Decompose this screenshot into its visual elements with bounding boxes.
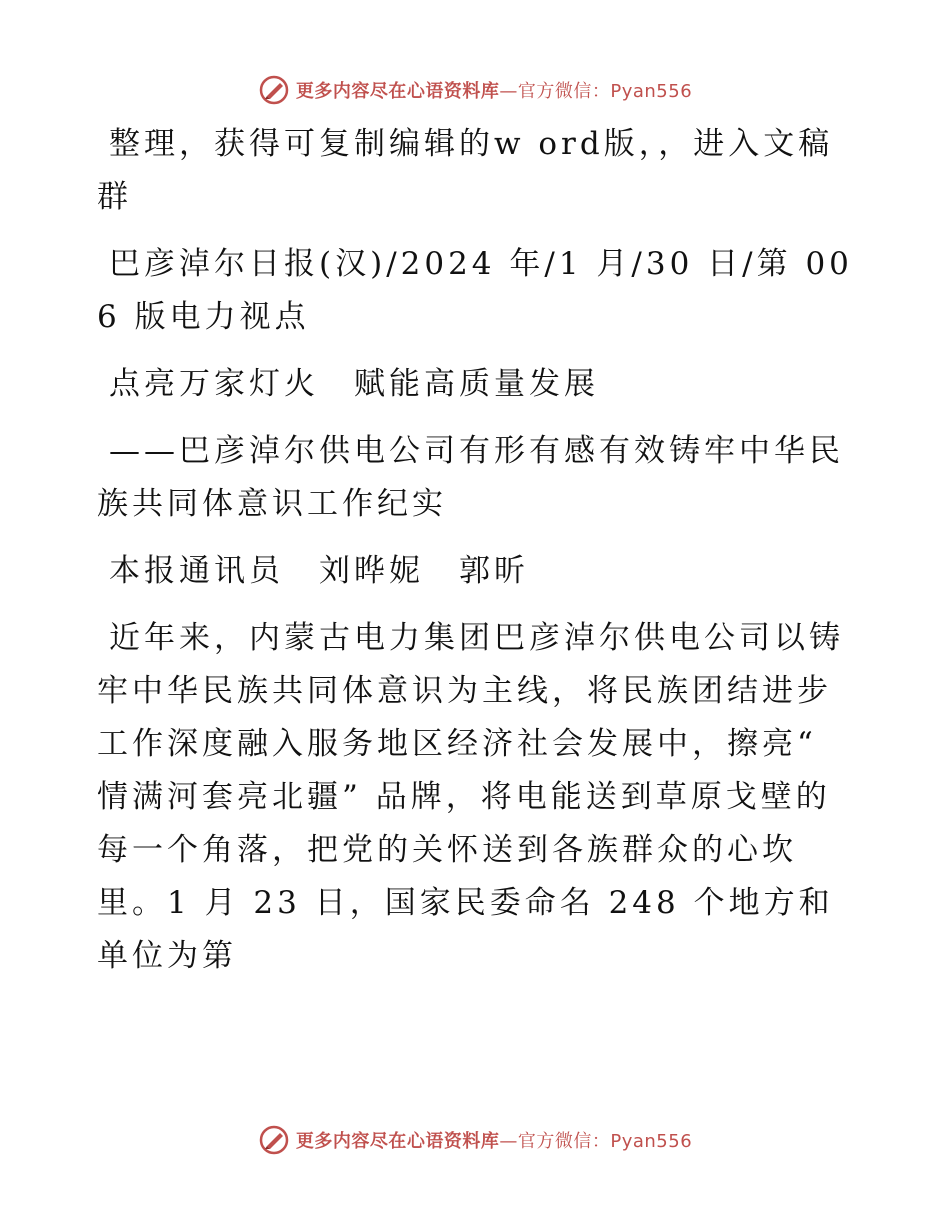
footer-watermark	[0, 1120, 950, 1160]
article-byline: 本报通讯员 刘晔妮 郭昕	[109, 553, 529, 589]
article-body-paragraph: 近年来，内蒙古电力集团巴彦淖尔供电公司以铸牢中华民族共同体意识为主线，将民族团结进步工作深度融入服务地区经济社会发展中，擦亮“ 情满河套亮北疆” 品牌，将电能送到草原戈壁的每一个角落，把党的关怀送到各族群众的心坎里。1 月 23 日，国家民委命名 248 个地方和单位为第	[97, 620, 844, 974]
article-title: 点亮万家灯火 赋能高质量发展	[109, 366, 599, 402]
pen-logo-icon	[258, 1124, 290, 1156]
watermark-id: Pyan556	[610, 1131, 693, 1152]
article-subtitle: ——巴彦淖尔供电公司有形有感有效铸牢中华民族共同体意识工作纪实	[97, 433, 844, 522]
watermark-text	[296, 77, 692, 103]
watermark-sub: 官方微信：	[517, 1131, 611, 1152]
paragraph-intro-note: 整理，获得可复制编辑的w ord版，，进入文稿群	[97, 126, 834, 215]
watermark-id: Pyan556	[610, 81, 693, 102]
watermark-separator: —	[499, 81, 518, 102]
watermark-main: 更多内容尽在心语资料库	[295, 1131, 500, 1152]
watermark-text	[296, 1127, 692, 1153]
paragraph-source: 巴彦淖尔日报(汉)/2024 年/1 月/30 日/第 006 版电力视点	[97, 246, 853, 335]
watermark-separator: —	[499, 1131, 518, 1152]
watermark-sub: 官方微信：	[517, 81, 611, 102]
header-watermark	[0, 70, 950, 110]
document-body	[97, 118, 857, 997]
watermark-main: 更多内容尽在心语资料库	[295, 81, 500, 102]
pen-logo-icon	[258, 74, 290, 106]
